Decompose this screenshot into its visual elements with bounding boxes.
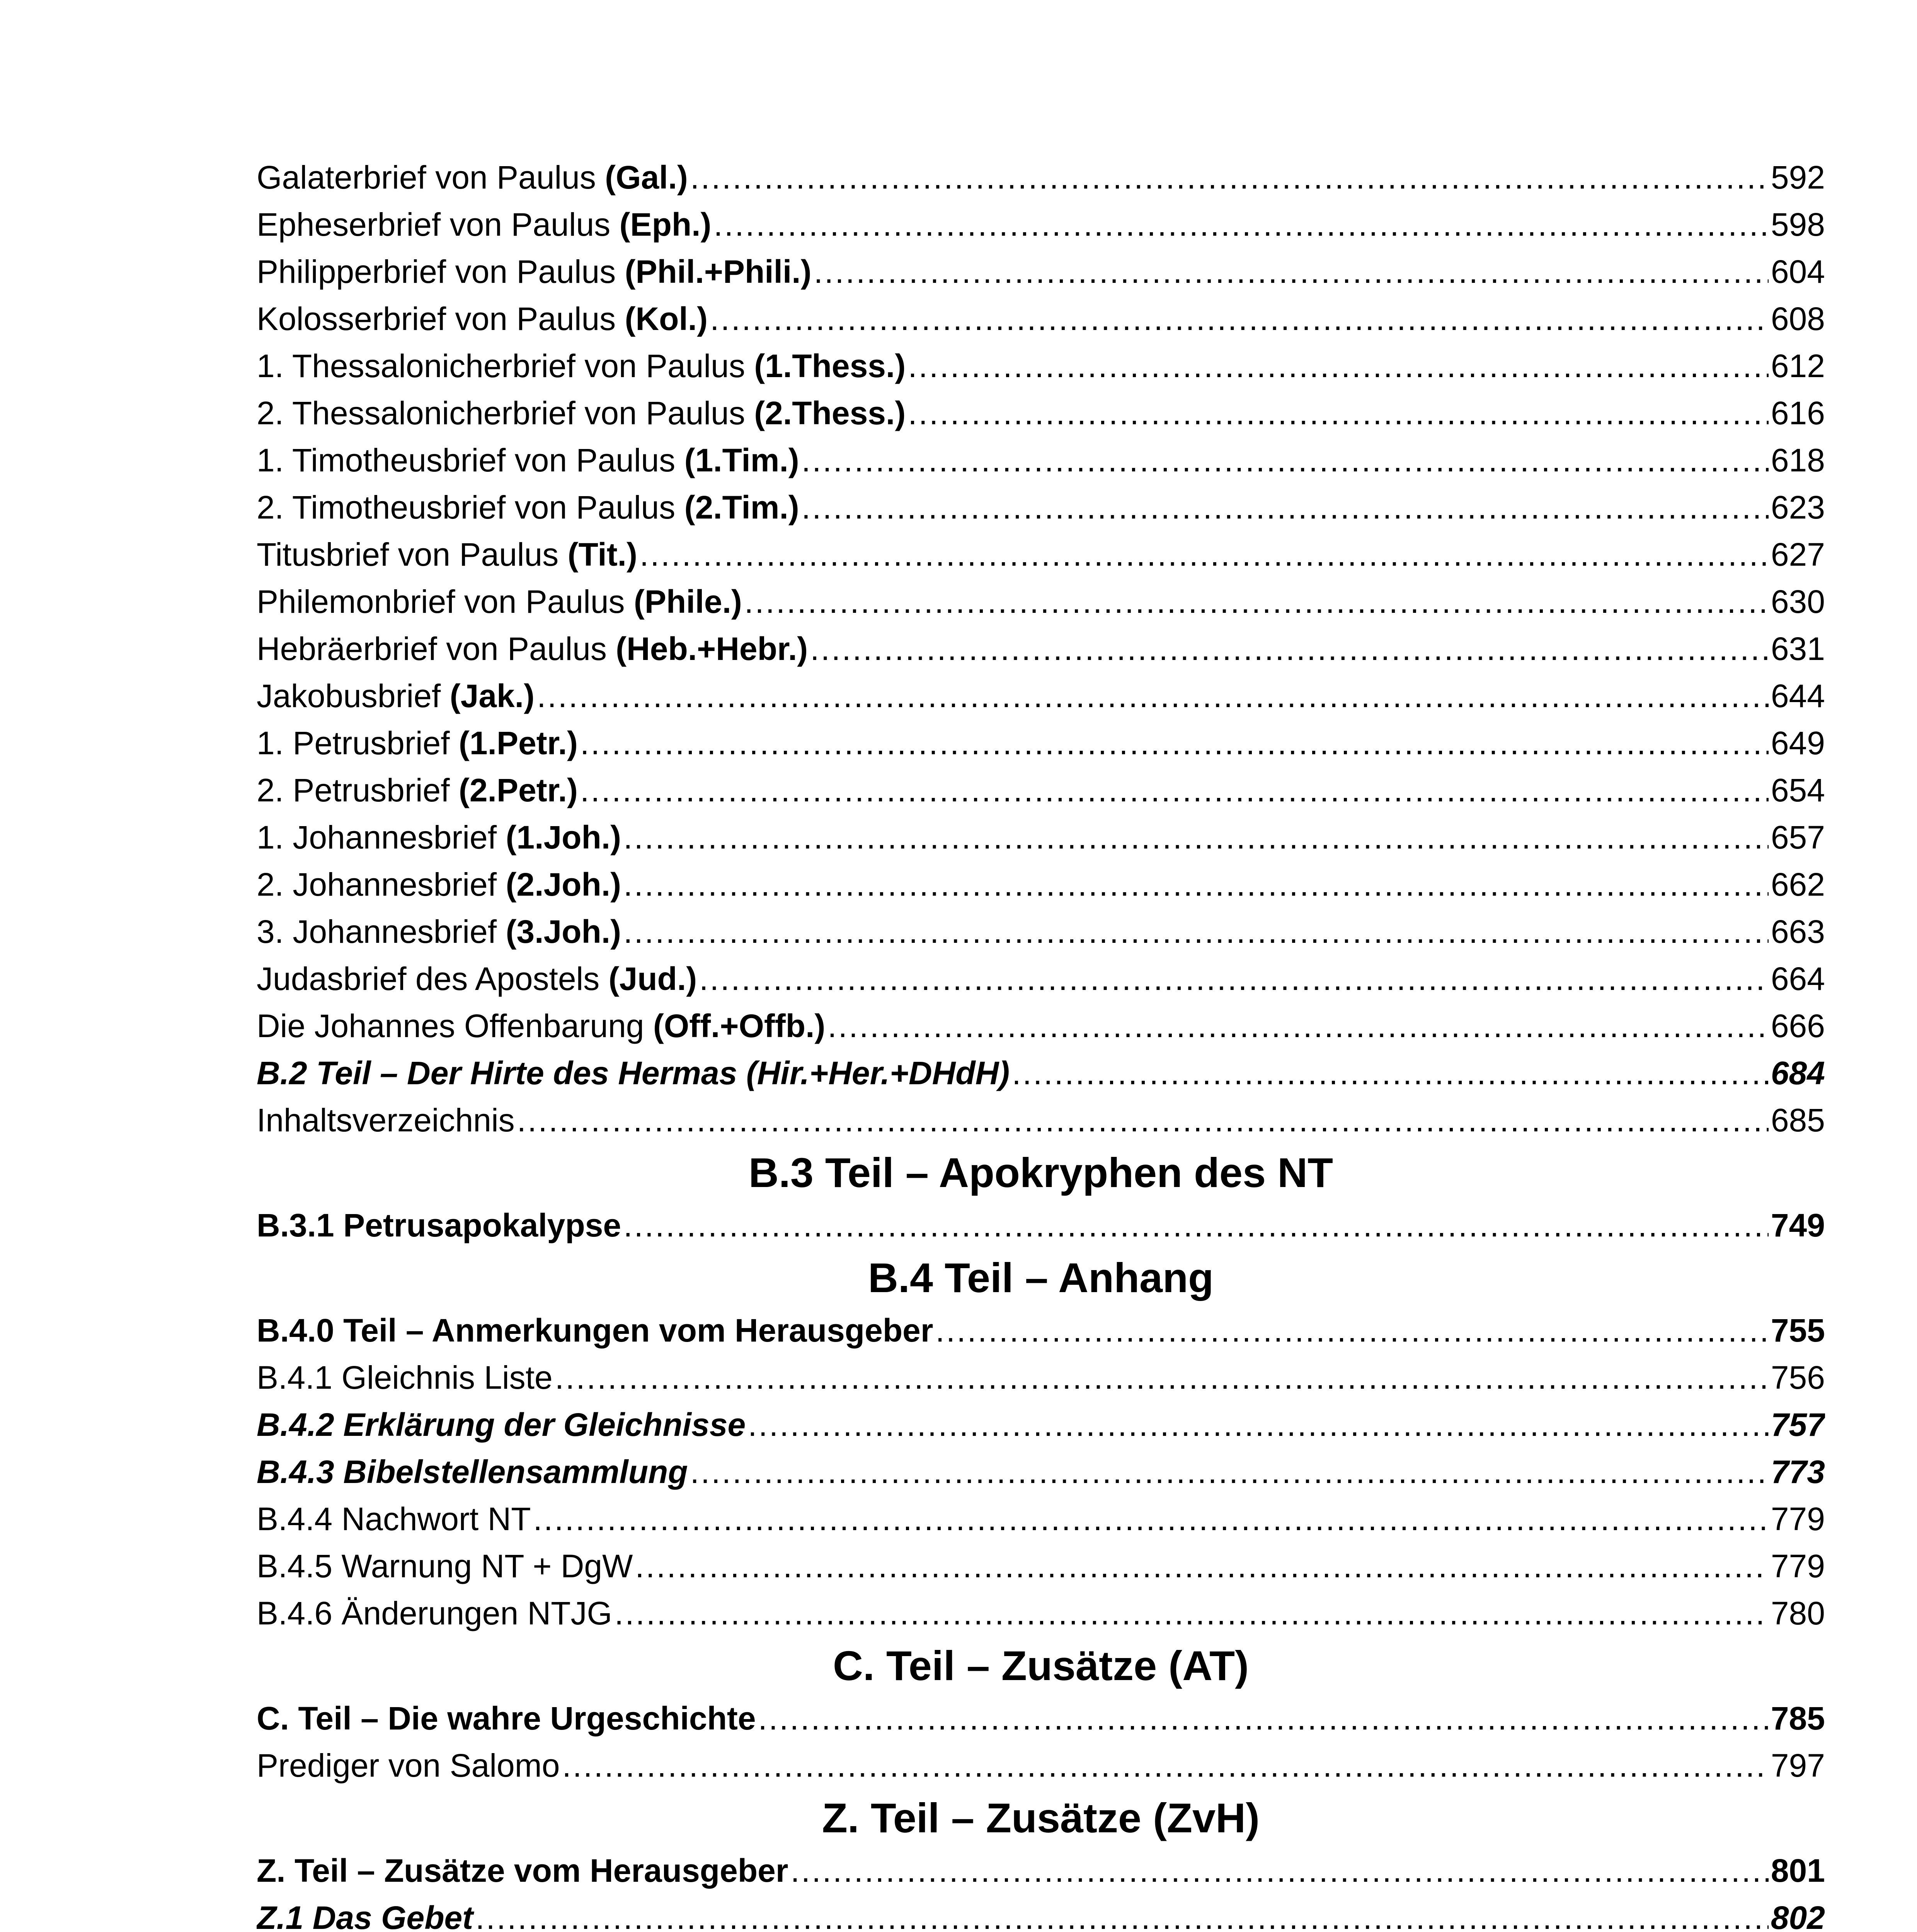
toc-entry-title bbox=[257, 672, 535, 719]
toc-entry-title-text: Titusbrief von Paulus bbox=[257, 536, 568, 573]
dot-leader bbox=[814, 248, 1769, 295]
toc-entry[interactable] bbox=[257, 1401, 1825, 1448]
toc-entry-page-number: 608 bbox=[1771, 301, 1825, 337]
toc-entry[interactable] bbox=[257, 1307, 1825, 1354]
toc-entry-page-number: 684 bbox=[1771, 1055, 1825, 1091]
toc-entry-page-number: 618 bbox=[1771, 442, 1825, 478]
toc-entry-title bbox=[257, 437, 799, 484]
toc-entry[interactable] bbox=[257, 484, 1825, 531]
toc-entry[interactable] bbox=[257, 1097, 1825, 1144]
toc-entry-title bbox=[257, 154, 688, 201]
dot-leader bbox=[533, 1495, 1769, 1543]
dot-leader bbox=[623, 814, 1769, 861]
dot-leader bbox=[615, 1590, 1769, 1637]
dot-leader bbox=[623, 1202, 1769, 1249]
toc-entry[interactable] bbox=[257, 389, 1825, 437]
toc-block-b4 bbox=[257, 1307, 1825, 1637]
toc-entry-title bbox=[257, 531, 637, 578]
toc-entry-title bbox=[257, 1590, 612, 1637]
toc-entry-title-text: B.4.6 Änderungen NTJG bbox=[257, 1595, 612, 1631]
toc-entry-page-number: 598 bbox=[1771, 206, 1825, 243]
toc-entry-page-number: 663 bbox=[1771, 913, 1825, 950]
toc-entry-abbreviation: (Jak.) bbox=[449, 678, 535, 714]
toc-entry-page-number: 749 bbox=[1771, 1207, 1825, 1243]
section-heading-b4: B.4 Teil – Anhang bbox=[868, 1254, 1214, 1301]
dot-leader bbox=[537, 672, 1769, 719]
toc-entry-title-text: 2. Petrusbrief bbox=[257, 772, 459, 808]
toc-entry-page-number: 649 bbox=[1771, 725, 1825, 761]
toc-entry-title-text: B.4.5 Warnung NT + DgW bbox=[257, 1548, 633, 1584]
toc-entry-title bbox=[257, 578, 742, 625]
toc-entry[interactable] bbox=[257, 672, 1825, 719]
toc-entry-page-number: 604 bbox=[1771, 253, 1825, 290]
toc-entry-page-number: 616 bbox=[1771, 395, 1825, 431]
toc-entry-abbreviation: (2.Joh.) bbox=[506, 866, 621, 903]
toc-entry-title bbox=[257, 342, 906, 389]
toc-entry-page-number: 773 bbox=[1771, 1454, 1825, 1490]
toc-entry-title bbox=[257, 719, 578, 767]
dot-leader bbox=[908, 389, 1769, 437]
dot-leader bbox=[580, 719, 1769, 767]
dot-leader bbox=[710, 295, 1769, 342]
toc-entry-title-text: Philipperbrief von Paulus bbox=[257, 253, 625, 290]
toc-entry-title-text: Philemonbrief von Paulus bbox=[257, 583, 634, 620]
toc-entry-title-text: 1. Timotheusbrief von Paulus bbox=[257, 442, 684, 478]
section-heading-c: C. Teil – Zusätze (AT) bbox=[833, 1642, 1249, 1689]
toc-entry-title-text: Inhaltsverzeichnis bbox=[257, 1102, 515, 1138]
dot-leader bbox=[714, 201, 1769, 248]
dot-leader bbox=[802, 484, 1769, 531]
toc-entry-title-text: Z.1 Das Gebet bbox=[257, 1900, 473, 1932]
toc-entry-page-number: 780 bbox=[1771, 1595, 1825, 1631]
toc-entry[interactable] bbox=[257, 154, 1825, 201]
toc-entry-page-number: 797 bbox=[1771, 1747, 1825, 1784]
dot-leader bbox=[802, 437, 1769, 484]
toc-entry[interactable] bbox=[257, 1202, 1825, 1249]
dot-leader bbox=[623, 861, 1769, 908]
toc-entry-title bbox=[257, 1742, 560, 1789]
toc-entry[interactable] bbox=[257, 1894, 1825, 1932]
toc-entry[interactable] bbox=[257, 1543, 1825, 1590]
toc-block-letters bbox=[257, 154, 1825, 1144]
toc-entry[interactable] bbox=[257, 295, 1825, 342]
dot-leader bbox=[475, 1894, 1769, 1932]
toc-entry-title bbox=[257, 767, 578, 814]
dot-leader bbox=[810, 625, 1769, 672]
toc-entry-abbreviation: (1.Petr.) bbox=[458, 725, 578, 761]
toc-entry-page-number: 666 bbox=[1771, 1008, 1825, 1044]
toc-entry-title-text: 1. Thessalonicherbrief von Paulus bbox=[257, 348, 754, 384]
toc-entry-title bbox=[257, 1448, 688, 1495]
toc-entry-page-number: 662 bbox=[1771, 866, 1825, 903]
dot-leader bbox=[699, 955, 1769, 1002]
toc-entry-title bbox=[257, 1202, 621, 1249]
toc-entry[interactable] bbox=[257, 625, 1825, 672]
toc-entry-page-number: 654 bbox=[1771, 772, 1825, 808]
toc-entry-title-text: 1. Petrusbrief bbox=[257, 725, 459, 761]
toc-entry-abbreviation: (1.Joh.) bbox=[506, 819, 621, 855]
toc-entry-abbreviation: (2.Tim.) bbox=[684, 489, 799, 526]
toc-entry-abbreviation: (1.Tim.) bbox=[684, 442, 799, 478]
dot-leader bbox=[635, 1543, 1768, 1590]
toc-entry[interactable] bbox=[257, 1049, 1825, 1097]
toc-entry-title bbox=[257, 1002, 825, 1049]
toc-entry-abbreviation: (Jud.) bbox=[608, 961, 697, 997]
toc-entry-title-text: B.4.4 Nachwort NT bbox=[257, 1501, 531, 1537]
toc-entry[interactable] bbox=[257, 201, 1825, 248]
toc-entry-title bbox=[257, 1307, 933, 1354]
dot-leader bbox=[744, 578, 1769, 625]
toc-entry[interactable] bbox=[257, 578, 1825, 625]
dot-leader bbox=[640, 531, 1769, 578]
toc-entry-page-number: 801 bbox=[1771, 1852, 1825, 1889]
toc-entry-title-text: 2. Timotheusbrief von Paulus bbox=[257, 489, 684, 526]
toc-entry[interactable] bbox=[257, 342, 1825, 389]
toc-entry-page-number: 756 bbox=[1771, 1359, 1825, 1396]
toc-entry[interactable] bbox=[257, 248, 1825, 295]
toc-entry[interactable] bbox=[257, 1742, 1825, 1789]
toc-entry-page-number: 685 bbox=[1771, 1102, 1825, 1138]
toc-entry-title bbox=[257, 1401, 746, 1448]
toc-entry-title bbox=[257, 908, 621, 955]
toc-entry-title-text: Jakobusbrief bbox=[257, 678, 450, 714]
toc-entry-title bbox=[257, 389, 906, 437]
toc-entry-title bbox=[257, 814, 621, 861]
toc-entry-title bbox=[257, 1695, 756, 1742]
toc-entry-title bbox=[257, 1543, 633, 1590]
toc-entry-title bbox=[257, 1847, 788, 1894]
toc-entry[interactable] bbox=[257, 1590, 1825, 1637]
toc-entry-title-text: 3. Johannesbrief bbox=[257, 913, 506, 950]
dot-leader bbox=[908, 342, 1769, 389]
toc-entry-title bbox=[257, 1049, 1010, 1097]
toc-entry-title-text: Kolosserbrief von Paulus bbox=[257, 301, 625, 337]
toc-entry-abbreviation: (Eph.) bbox=[619, 206, 712, 243]
toc-entry[interactable] bbox=[257, 767, 1825, 814]
dot-leader bbox=[623, 908, 1769, 955]
dot-leader bbox=[1012, 1049, 1769, 1097]
toc-entry-title bbox=[257, 201, 712, 248]
section-heading-b3: B.3 Teil – Apokryphen des NT bbox=[748, 1149, 1333, 1196]
toc-entry[interactable] bbox=[257, 1448, 1825, 1495]
toc-entry-title-text: Hebräerbrief von Paulus bbox=[257, 631, 616, 667]
toc-entry-title bbox=[257, 1495, 531, 1543]
toc-entry-title bbox=[257, 1097, 515, 1144]
toc-entry-page-number: 779 bbox=[1771, 1501, 1825, 1537]
toc-entry-title-text: Prediger von Salomo bbox=[257, 1747, 560, 1784]
toc-entry-page-number: 757 bbox=[1771, 1406, 1825, 1443]
dot-leader bbox=[517, 1097, 1769, 1144]
toc-entry[interactable] bbox=[257, 531, 1825, 578]
toc-entry[interactable] bbox=[257, 1695, 1825, 1742]
dot-leader bbox=[555, 1354, 1769, 1401]
toc-entry-title-text: B.3.1 Petrusapokalypse bbox=[257, 1207, 621, 1243]
toc-entry-title bbox=[257, 861, 621, 908]
toc-entry-title-text: Judasbrief des Apostels bbox=[257, 961, 609, 997]
toc-entry-page-number: 644 bbox=[1771, 678, 1825, 714]
toc-entry[interactable] bbox=[257, 955, 1825, 1002]
toc-entry-abbreviation: (Phile.) bbox=[633, 583, 742, 620]
toc-entry-page-number: 612 bbox=[1771, 348, 1825, 384]
toc-entry-abbreviation: (Kol.) bbox=[625, 301, 708, 337]
toc-entry[interactable] bbox=[257, 1002, 1825, 1049]
toc-entry-title bbox=[257, 1894, 473, 1932]
toc-entry[interactable] bbox=[257, 437, 1825, 484]
section-heading-z: Z. Teil – Zusätze (ZvH) bbox=[822, 1794, 1260, 1841]
toc-entry-title-text: B.4.2 Erklärung der Gleichnisse bbox=[257, 1406, 746, 1443]
toc-entry-title-text: B.4.0 Teil – Anmerkungen vom Herausgeber bbox=[257, 1312, 933, 1349]
toc-entry-abbreviation: (Heb.+Hebr.) bbox=[616, 631, 808, 667]
toc-entry-abbreviation: (1.Thess.) bbox=[754, 348, 906, 384]
toc-entry-page-number: 785 bbox=[1771, 1700, 1825, 1736]
toc-entry-abbreviation: (3.Joh.) bbox=[506, 913, 621, 950]
toc-entry-title-text: 2. Thessalonicherbrief von Paulus bbox=[257, 395, 754, 431]
toc-entry-title bbox=[257, 248, 812, 295]
toc-entry-page-number: 755 bbox=[1771, 1312, 1825, 1349]
toc-entry-page-number: 630 bbox=[1771, 583, 1825, 620]
toc-entry-page-number: 627 bbox=[1771, 536, 1825, 573]
dot-leader bbox=[936, 1307, 1769, 1354]
toc-entry-title-text: Epheserbrief von Paulus bbox=[257, 206, 620, 243]
dot-leader bbox=[791, 1847, 1769, 1894]
toc-entry-abbreviation: (Off.+Offb.) bbox=[653, 1008, 826, 1044]
toc-entry-title-text: B.4.3 Bibelstellensammlung bbox=[257, 1454, 688, 1490]
toc-entry-title bbox=[257, 295, 708, 342]
toc-entry-title-text: 1. Johannesbrief bbox=[257, 819, 506, 855]
toc-entry[interactable] bbox=[257, 1847, 1825, 1894]
toc-entry-page-number: 631 bbox=[1771, 631, 1825, 667]
dot-leader bbox=[748, 1401, 1769, 1448]
dot-leader bbox=[690, 154, 1769, 201]
toc-entry-title bbox=[257, 625, 808, 672]
toc-entry[interactable] bbox=[257, 1495, 1825, 1543]
table-of-contents bbox=[257, 154, 1825, 1932]
toc-entry-title-text: 2. Johannesbrief bbox=[257, 866, 506, 903]
toc-entry[interactable] bbox=[257, 861, 1825, 908]
toc-entry-page-number: 664 bbox=[1771, 961, 1825, 997]
toc-entry-title-text: C. Teil – Die wahre Urgeschichte bbox=[257, 1700, 756, 1736]
toc-entry-title bbox=[257, 1354, 553, 1401]
toc-block-c bbox=[257, 1695, 1825, 1789]
toc-entry-title bbox=[257, 484, 799, 531]
toc-entry-title bbox=[257, 955, 697, 1002]
toc-entry-abbreviation: (2.Petr.) bbox=[458, 772, 578, 808]
toc-entry[interactable] bbox=[257, 719, 1825, 767]
dot-leader bbox=[580, 767, 1769, 814]
toc-entry-title-text: Z. Teil – Zusätze vom Herausgeber bbox=[257, 1852, 788, 1889]
toc-entry-title-text: Die Johannes Offenbarung bbox=[257, 1008, 653, 1044]
toc-entry-abbreviation: (Phil.+Phili.) bbox=[625, 253, 812, 290]
toc-entry-abbreviation: (Gal.) bbox=[605, 159, 688, 196]
dot-leader bbox=[827, 1002, 1768, 1049]
toc-entry[interactable] bbox=[257, 814, 1825, 861]
toc-entry-page-number: 802 bbox=[1771, 1900, 1825, 1932]
toc-entry-abbreviation: (Tit.) bbox=[567, 536, 637, 573]
toc-entry-title-text: Galaterbrief von Paulus bbox=[257, 159, 605, 196]
toc-entry-title-text: B.4.1 Gleichnis Liste bbox=[257, 1359, 553, 1396]
toc-entry-page-number: 779 bbox=[1771, 1548, 1825, 1584]
toc-entry-page-number: 592 bbox=[1771, 159, 1825, 196]
toc-entry[interactable] bbox=[257, 1354, 1825, 1401]
toc-entry-abbreviation: (2.Thess.) bbox=[754, 395, 906, 431]
toc-entry[interactable] bbox=[257, 908, 1825, 955]
dot-leader bbox=[562, 1742, 1768, 1789]
dot-leader bbox=[690, 1448, 1769, 1495]
dot-leader bbox=[758, 1695, 1769, 1742]
toc-block-z bbox=[257, 1847, 1825, 1932]
toc-entry-page-number: 623 bbox=[1771, 489, 1825, 526]
toc-entry-page-number: 657 bbox=[1771, 819, 1825, 855]
toc-block-b3 bbox=[257, 1202, 1825, 1249]
toc-entry-title-text: B.2 Teil – Der Hirte des Hermas (Hir.+Her.+DHdH) bbox=[257, 1055, 1010, 1091]
